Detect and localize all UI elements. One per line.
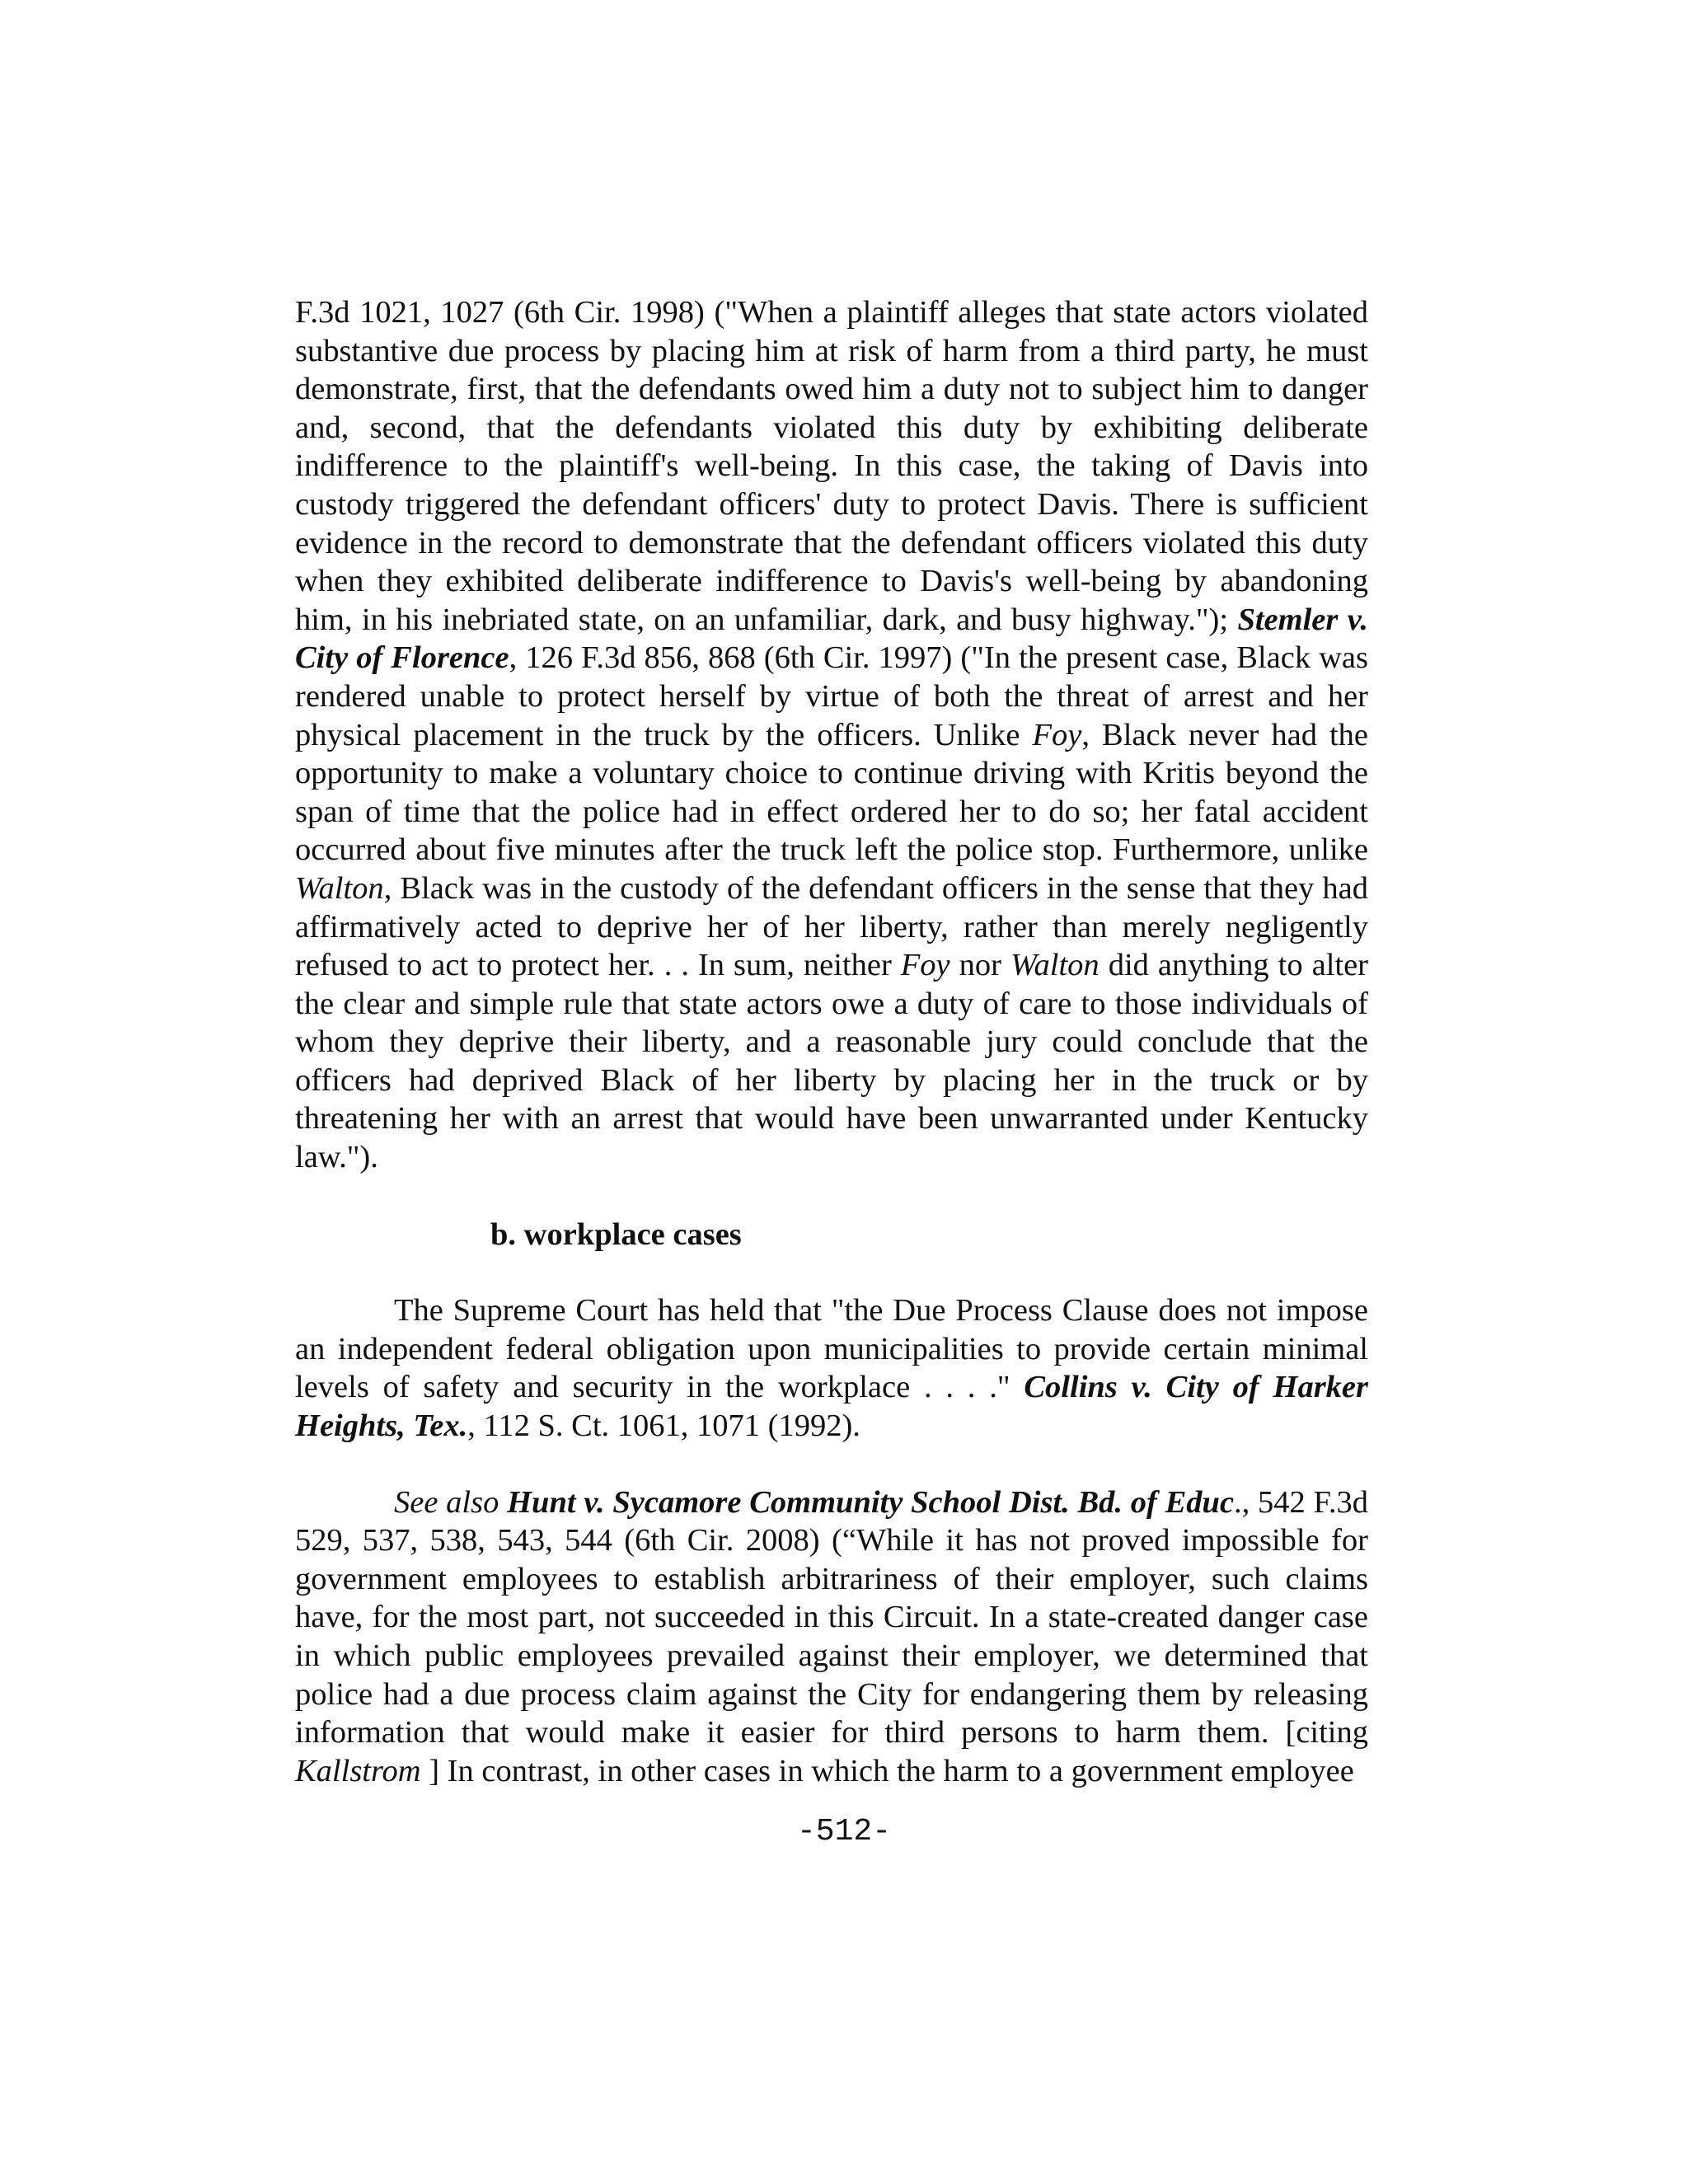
text-run: , 126 F.3d 856, 868 (6th Cir. 1997) ("In the present case, Black was rendered unable to protect herself by virtue of both the threat of arrest and her physical placement in the truck by the officers. Unlike bbox=[295, 640, 1368, 752]
page-number: -512- bbox=[796, 1814, 892, 1849]
page-body bbox=[295, 293, 1368, 1790]
text-run: , 112 S. Ct. 1061, 1071 (1992). bbox=[467, 1408, 860, 1444]
paragraph-supreme-court bbox=[295, 1291, 1368, 1445]
case-ref-foy: Foy bbox=[900, 948, 950, 983]
text-run: nor bbox=[950, 948, 1010, 983]
text-run: ] In contrast, in other cases in which the harm to a government employee bbox=[420, 1753, 1354, 1788]
case-name-stemler: Stemler v. City of Florence bbox=[295, 602, 1368, 676]
text-run: The Supreme Court has held that "the Due Process Clause does not impose an independent federal obligation upon municipalities to provide certain minimal levels of safety and security in the workplace . . . ." bbox=[295, 1293, 1368, 1405]
paragraph-see-also bbox=[295, 1483, 1368, 1791]
text-run: , Black was in the custody of the defendant officers in the sense that they had affirmatively acted to deprive her of her liberty, rather than merely negligently refused to act to protect her. . . In sum, neither bbox=[295, 870, 1368, 983]
text-run: did anything to alter the clear and simple rule that state actors owe a duty of care to those individuals of whom they deprive their liberty, and a reasonable jury could conclude that the officers had deprived Black of her liberty by placing her in the truck or by threatening her with an arrest that would have been unwarranted under Kentucky law."). bbox=[295, 948, 1369, 1175]
paragraph-case-quotes bbox=[295, 293, 1368, 1177]
case-name-hunt: Hunt v. Sycamore Community School Dist. Bd. of Educ bbox=[507, 1484, 1235, 1520]
signal-see-also: See also bbox=[394, 1484, 508, 1520]
case-name-collins: Collins v. City of Harker Heights, Tex. bbox=[295, 1370, 1368, 1444]
case-ref-kallstrom: Kallstrom bbox=[295, 1753, 421, 1788]
case-ref-foy: Foy bbox=[1032, 717, 1082, 752]
text-run: F.3d 1021, 1027 (6th Cir. 1998) ("When a plaintiff alleges that state actors violated substantive due process by placing him at risk of harm from a third party, he must demonstrate, first, that the defendants owed him a duty not to subject him to danger and, second, that the defendants violated this duty by exhibiting deliberate indifference to the plaintiff's well-being. In this case, the taking of Davis into custody triggered the defendant officers' duty to protect Davis. There is sufficient evidence in the record to demonstrate that the defendant officers violated this duty when they exhibited deliberate indifference to Davis's well-being by abandoning him, in his inebriated state, on an unfamiliar, dark, and busy highway."); bbox=[295, 295, 1368, 637]
case-ref-walton: Walton bbox=[1010, 948, 1100, 983]
case-ref-walton: Walton bbox=[295, 870, 384, 906]
text-run: , Black never had the opportunity to make a voluntary choice to continue driving with Kritis beyond the span of time that the police had in effect ordered her to do so; her fatal accident occurred about five minutes after the truck left the police stop. Furthermore, unlike bbox=[295, 717, 1368, 868]
section-heading: b. workplace cases bbox=[490, 1216, 742, 1252]
text-run: ., 542 F.3d 529, 537, 538, 543, 544 (6th Cir. 2008) (“While it has not proved impossible for government employees to establish arbitrariness of their employer, such claims have, for the most part, not succeeded in this Circuit. In a state-created danger case in which public employees prevailed against their employer, we determined that police had a due process claim against the City for endangering them by releasing information that would make it easier for third persons to harm them. [citing bbox=[295, 1484, 1368, 1750]
